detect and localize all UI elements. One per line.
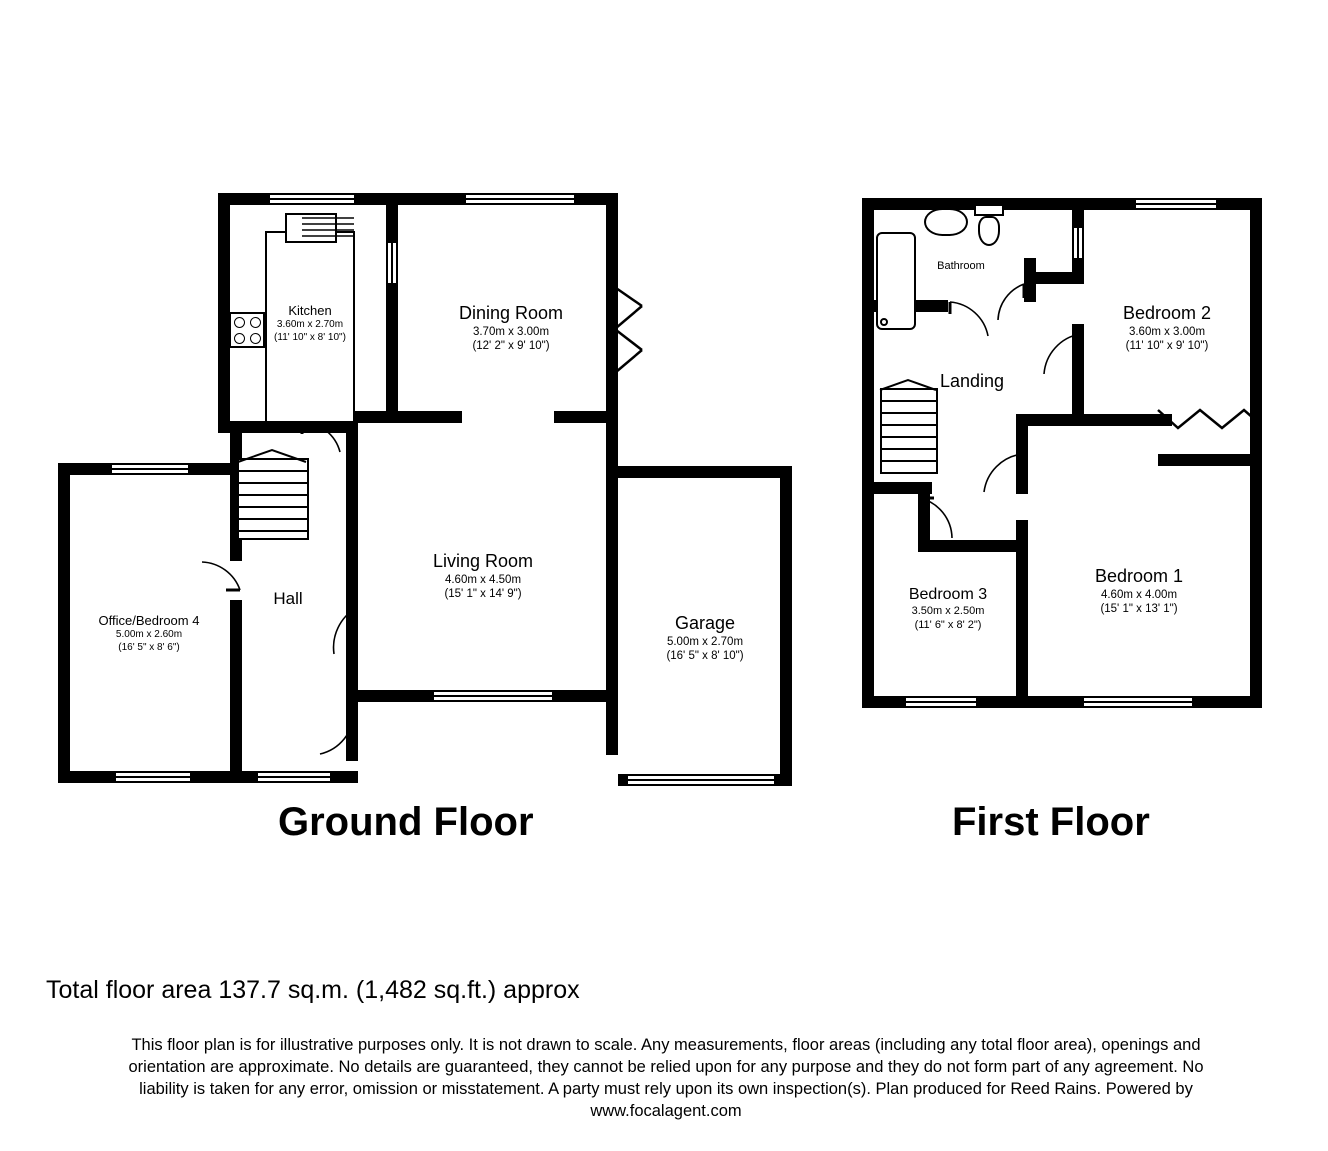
window-hall-bottom xyxy=(256,771,332,783)
disclaimer-website: www.focalagent.com xyxy=(590,1101,742,1120)
bathtub xyxy=(876,232,916,330)
room-dimensions-imperial: (11' 10" x 9' 10") xyxy=(1125,340,1209,353)
room-dimensions-imperial: (11' 10" x 8' 10") xyxy=(274,331,346,343)
window-bedroom2-top xyxy=(1134,198,1218,210)
room-dimensions-imperial: (16' 5" x 8' 6") xyxy=(118,641,180,653)
wall-ff-bedroom2-bottom xyxy=(1016,414,1172,426)
washbasin xyxy=(924,208,968,236)
wall-gf-left-lower xyxy=(58,463,70,783)
room-name: Bedroom 2 xyxy=(1122,303,1212,323)
room-label-landing xyxy=(902,370,1042,393)
room-dimensions-metric: 4.60m x 4.00m xyxy=(1100,588,1178,601)
room-name: Dining Room xyxy=(458,303,564,323)
window-bedroom1-bottom xyxy=(1082,696,1194,708)
toilet-pan xyxy=(978,216,1000,246)
room-label-living-room xyxy=(400,550,566,602)
wall-ff-bedroom1-left-b xyxy=(1016,520,1028,708)
room-label-bedroom-3 xyxy=(886,585,1010,633)
room-dimensions-metric: 5.00m x 2.60m xyxy=(115,629,183,641)
door-office-hall xyxy=(196,558,242,592)
wall-ff-bedroom2-wardrobe xyxy=(1158,454,1262,466)
window-office-bottom xyxy=(114,771,192,783)
total-floor-area: Total floor area 137.7 sq.m. (1,482 sq.ft.) approx xyxy=(46,976,580,1004)
kitchen-drainer-lines xyxy=(302,214,354,242)
room-label-kitchen xyxy=(260,303,360,345)
room-dimensions-metric: 5.00m x 2.70m xyxy=(666,635,744,648)
room-dimensions-imperial: (16' 5" x 8' 10") xyxy=(666,650,744,663)
wall-ff-bathroom-right xyxy=(1072,198,1084,228)
room-label-bathroom xyxy=(918,260,1004,274)
door-bedroom-1 xyxy=(978,450,1026,496)
wall-gf-office-hall-b xyxy=(230,600,242,783)
room-name: Office/Bedroom 4 xyxy=(98,613,200,628)
room-label-bedroom-2 xyxy=(1084,302,1250,354)
door-entrance-hall xyxy=(316,708,358,758)
door-kitchen-hall xyxy=(300,420,346,456)
room-dimensions-imperial: (15' 1" x 14' 9") xyxy=(444,588,522,601)
stair-direction-arrow xyxy=(236,448,310,466)
room-label-office-bedroom-4 xyxy=(74,613,224,655)
disclaimer-line: liability is taken for any error, omission or misstatement. A party must rely upon its own inspection(s). Plan produced for Reed Rains. Powered by xyxy=(139,1079,1193,1098)
room-name: Bathroom xyxy=(937,260,985,272)
wall-gf-living-right xyxy=(606,455,618,755)
door-dining-french xyxy=(612,284,646,376)
first-floor-title: First Floor xyxy=(952,800,1150,844)
room-dimensions-imperial: (12' 2" x 9' 10") xyxy=(472,340,550,353)
room-dimensions-metric: 3.60m x 3.00m xyxy=(1128,325,1206,338)
room-name: Garage xyxy=(674,613,736,633)
disclaimer xyxy=(50,1035,1282,1123)
wardrobe-doors-bedroom-2 xyxy=(1156,406,1262,432)
room-label-dining-room xyxy=(428,302,594,354)
room-label-garage xyxy=(622,612,788,664)
door-bathroom xyxy=(994,282,1030,326)
room-dimensions-imperial: (15' 1" x 13' 1") xyxy=(1100,603,1178,616)
ground-floor-title: Ground Floor xyxy=(278,800,534,844)
room-dimensions-metric: 4.60m x 4.50m xyxy=(444,573,522,586)
room-dimensions-metric: 3.70m x 3.00m xyxy=(472,325,550,338)
wall-gf-kitchen-dining xyxy=(386,193,398,243)
room-dimensions-imperial: (11' 6" x 8' 2") xyxy=(914,619,982,632)
wall-ff-left xyxy=(862,198,874,708)
wall-gf-garage-top xyxy=(618,466,792,478)
door-bedroom-3 xyxy=(916,496,956,542)
bath-tap xyxy=(880,318,888,326)
disclaimer-line: This floor plan is for illustrative purposes only. It is not drawn to scale. Any measurements, floor areas (including any total floor area), openings and xyxy=(131,1036,1201,1054)
door-landing-bathroom-2 xyxy=(948,300,992,340)
room-name: Living Room xyxy=(432,551,534,571)
room-dimensions-metric: 3.50m x 2.50m xyxy=(911,605,985,618)
room-name: Bedroom 1 xyxy=(1094,566,1184,586)
room-name: Kitchen xyxy=(288,303,332,318)
hob-burner xyxy=(234,333,245,344)
room-label-hall xyxy=(245,588,331,609)
staircase-ground xyxy=(237,458,309,540)
toilet-cistern xyxy=(974,204,1004,216)
door-bedroom-2 xyxy=(1040,330,1084,378)
window-office-top xyxy=(110,463,190,475)
disclaimer-line: orientation are approximate. No details are guaranteed, they cannot be relied upon for any purpose and they do not form part of any agreement. No xyxy=(128,1057,1204,1076)
hob-burner xyxy=(234,317,245,328)
opening-dining-living xyxy=(462,411,554,423)
window-bedroom3-bottom xyxy=(904,696,978,708)
window-bathroom-side xyxy=(1072,222,1084,262)
wall-gf-kitchen-dining-b xyxy=(386,283,398,423)
room-name: Hall xyxy=(273,589,303,608)
wall-ff-right-lower xyxy=(1250,454,1262,708)
window-living-bottom xyxy=(432,690,554,702)
room-name: Landing xyxy=(939,371,1005,391)
room-dimensions-metric: 3.60m x 2.70m xyxy=(276,319,344,331)
garage-door xyxy=(626,774,776,786)
staircase-first xyxy=(880,388,938,474)
window-kitchen-side xyxy=(386,240,398,286)
room-name: Bedroom 3 xyxy=(908,586,988,603)
door-hall-living xyxy=(330,606,360,658)
room-label-bedroom-1 xyxy=(1056,565,1222,617)
window-dining-top xyxy=(464,193,576,205)
window-kitchen-top xyxy=(268,193,356,205)
